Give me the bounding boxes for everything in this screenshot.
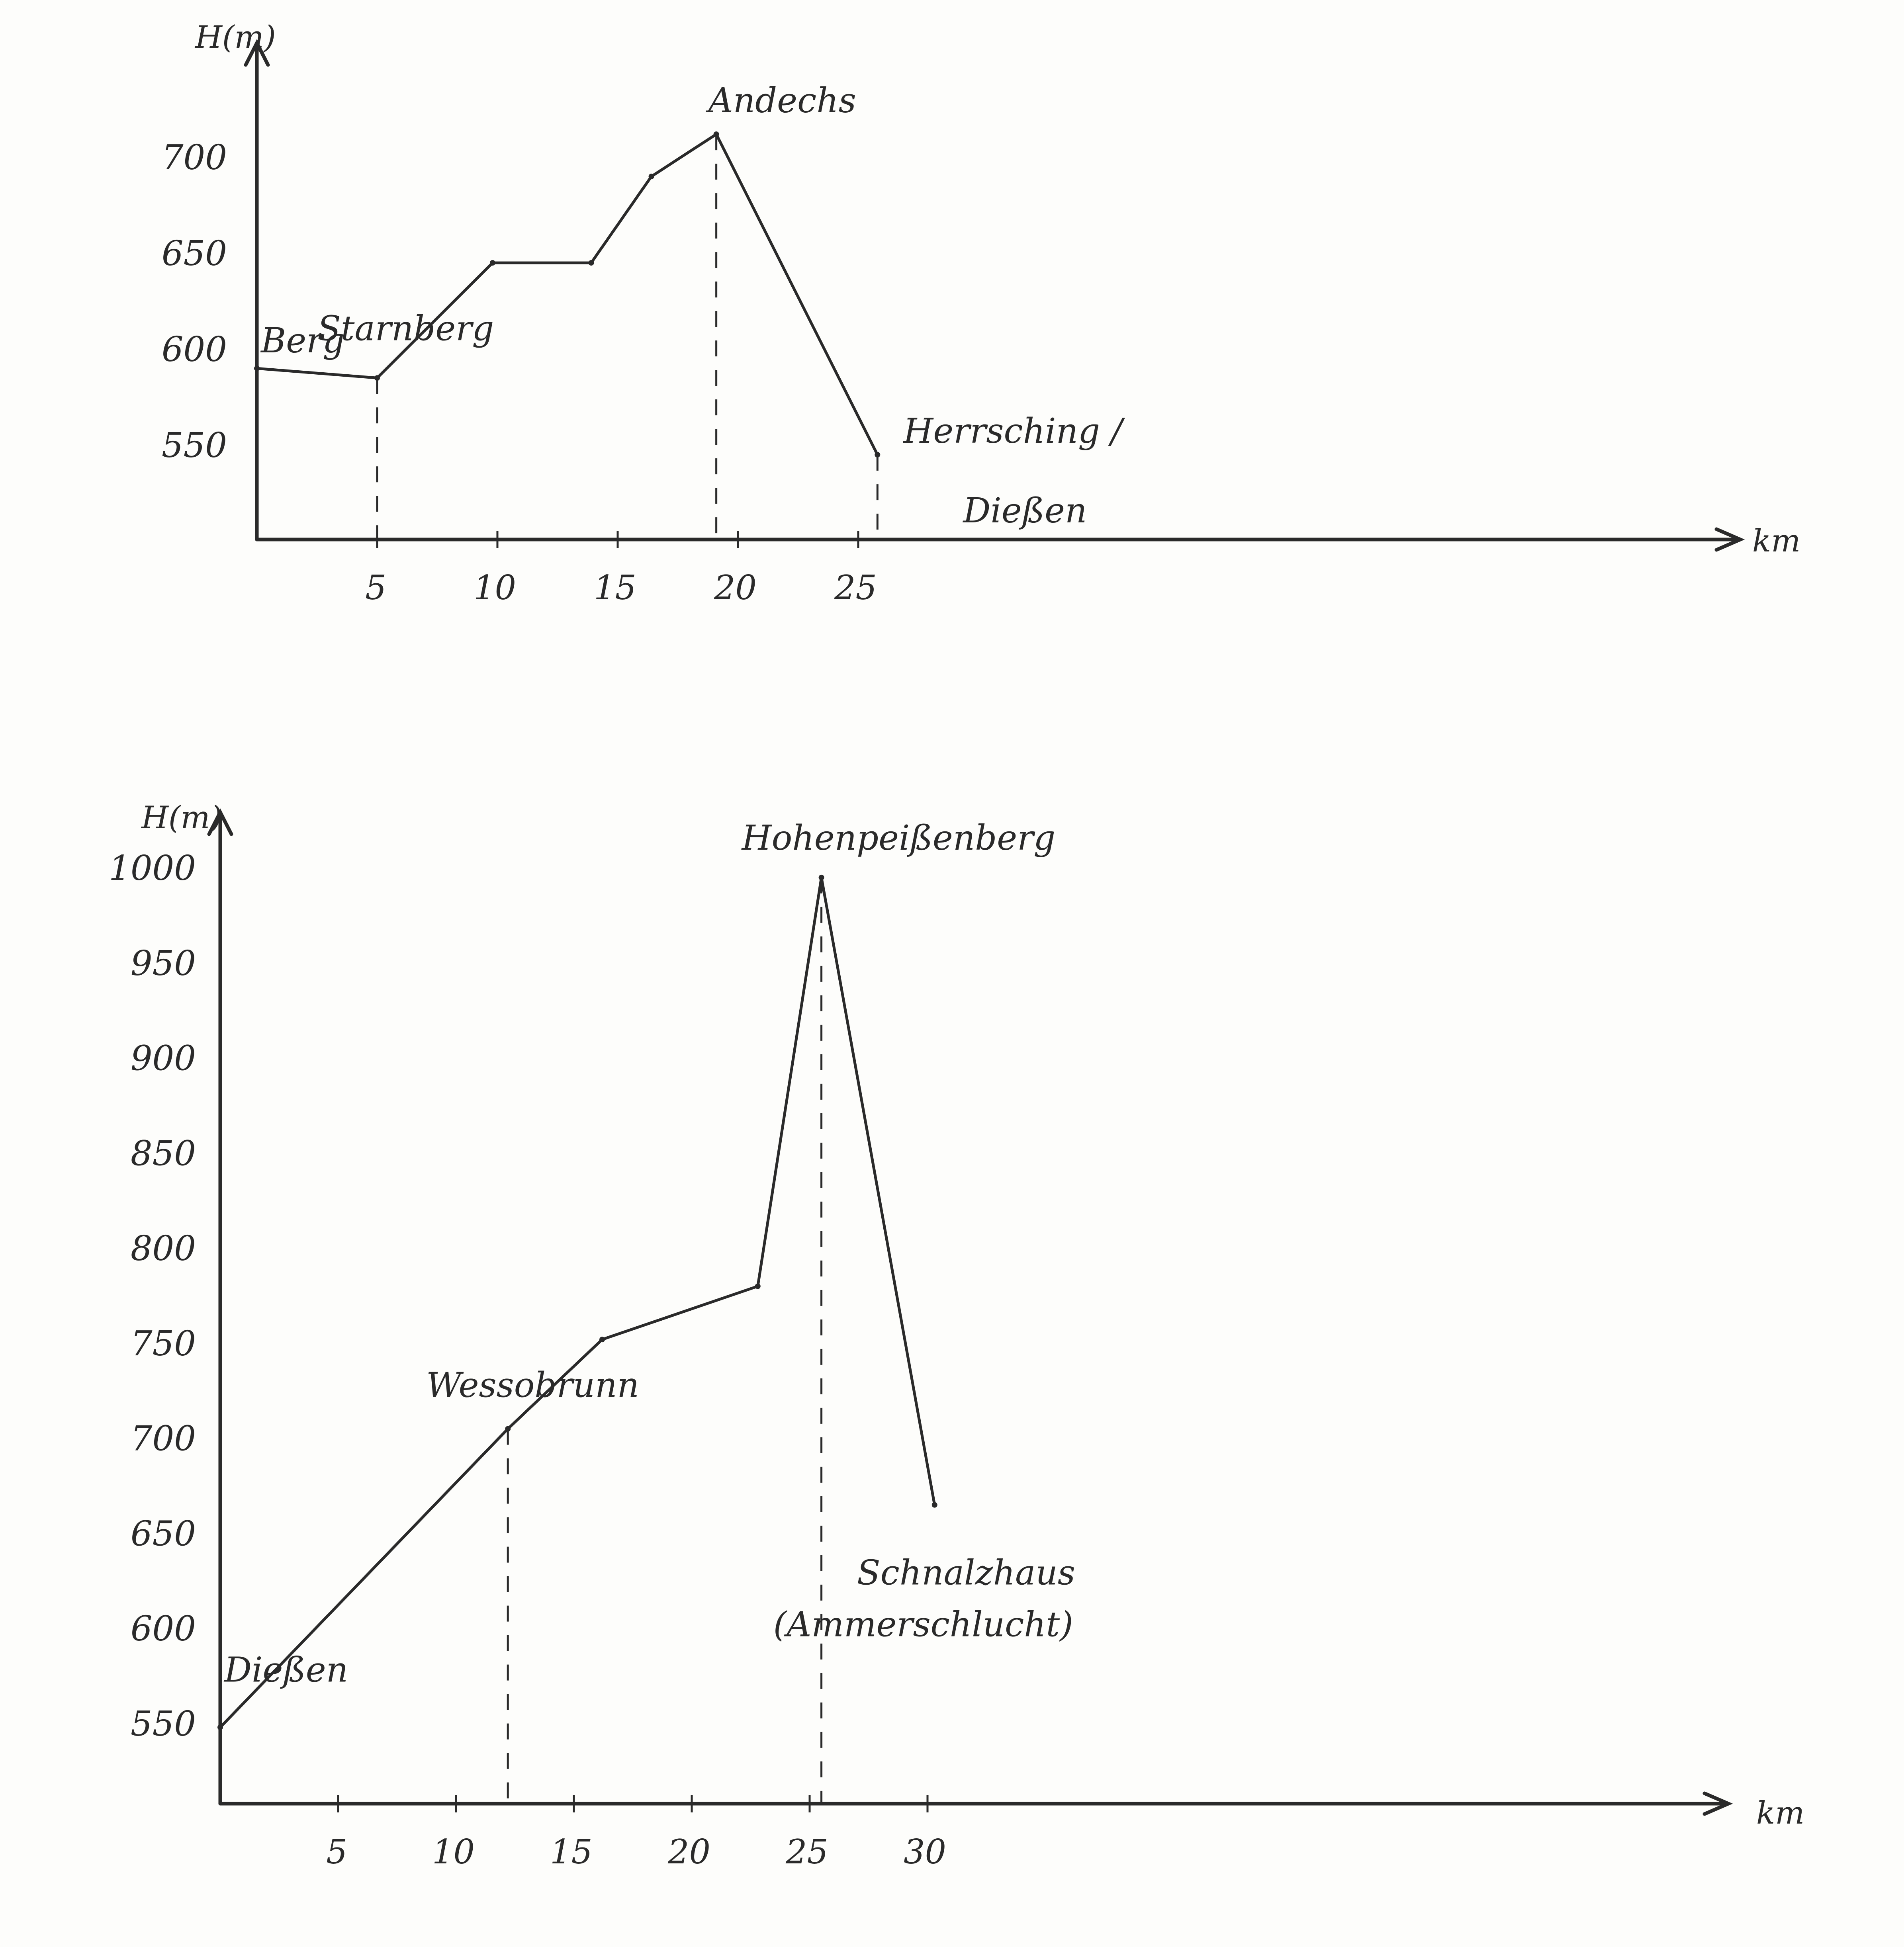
profile-point xyxy=(374,375,380,381)
x-axis-title: km xyxy=(1756,1795,1805,1831)
y-axis-title: H(m) xyxy=(195,20,276,55)
y-tick-label: 750 xyxy=(130,1323,196,1364)
profile-point xyxy=(254,366,260,371)
x-tick-label: 5 xyxy=(365,568,387,607)
x-tick-label: 30 xyxy=(904,1832,946,1871)
y-tick-label: 650 xyxy=(130,1514,196,1554)
x-tick-label: 10 xyxy=(432,1832,475,1871)
y-tick-label: 950 xyxy=(130,943,196,983)
y-tick-label: 900 xyxy=(130,1038,196,1079)
x-tick-label: 10 xyxy=(474,568,516,607)
y-tick-label: 800 xyxy=(130,1229,196,1269)
y-tick-label: 600 xyxy=(161,330,227,369)
profile-point xyxy=(819,875,824,880)
y-tick-label: 1000 xyxy=(109,848,196,888)
profile-point xyxy=(490,260,495,266)
y-tick-label: 650 xyxy=(161,234,227,274)
profile-point xyxy=(599,1337,605,1342)
chart-berg-diessen xyxy=(162,20,1800,607)
place-label: Andechs xyxy=(708,81,856,121)
y-tick-label: 850 xyxy=(130,1134,196,1174)
place-label: Dießen xyxy=(224,1650,348,1690)
x-tick-label: 15 xyxy=(594,568,636,607)
place-label: Wessobrunn xyxy=(426,1365,639,1406)
x-tick-label: 15 xyxy=(550,1832,593,1871)
place-label: Schnalzhaus xyxy=(857,1553,1075,1593)
place-label: Hohenpeißenberg xyxy=(742,818,1056,858)
profile-point xyxy=(589,260,594,266)
x-tick-label: 5 xyxy=(326,1832,348,1871)
elevation-profile-line xyxy=(257,134,877,455)
chart-diessen-schnalzhaus xyxy=(109,800,1804,1871)
profile-point xyxy=(875,452,880,457)
x-axis-title: km xyxy=(1752,523,1801,559)
profile-point xyxy=(932,1502,937,1508)
x-tick-label: 20 xyxy=(668,1832,710,1871)
x-tick-label: 25 xyxy=(786,1832,828,1871)
profile-point xyxy=(649,174,654,179)
profile-point xyxy=(505,1426,511,1432)
x-tick-label: 25 xyxy=(834,568,877,607)
elevation-profile-line xyxy=(220,878,935,1727)
profile-point xyxy=(217,1724,223,1730)
profile-point xyxy=(755,1284,761,1289)
place-label: Herrsching / xyxy=(903,411,1123,452)
place-label: Dießen xyxy=(963,491,1087,531)
profile-point xyxy=(714,131,719,137)
y-axis-title: H(m) xyxy=(141,800,222,836)
y-tick-label: 550 xyxy=(130,1704,196,1744)
place-label: (Ammerschlucht) xyxy=(773,1605,1073,1645)
y-tick-label: 550 xyxy=(161,426,227,465)
place-label: Berg xyxy=(261,321,345,361)
y-tick-label: 700 xyxy=(130,1419,196,1459)
x-tick-label: 20 xyxy=(714,568,757,607)
y-tick-label: 600 xyxy=(130,1609,196,1649)
y-tick-label: 700 xyxy=(161,138,227,178)
place-label: Starnberg xyxy=(317,309,494,349)
